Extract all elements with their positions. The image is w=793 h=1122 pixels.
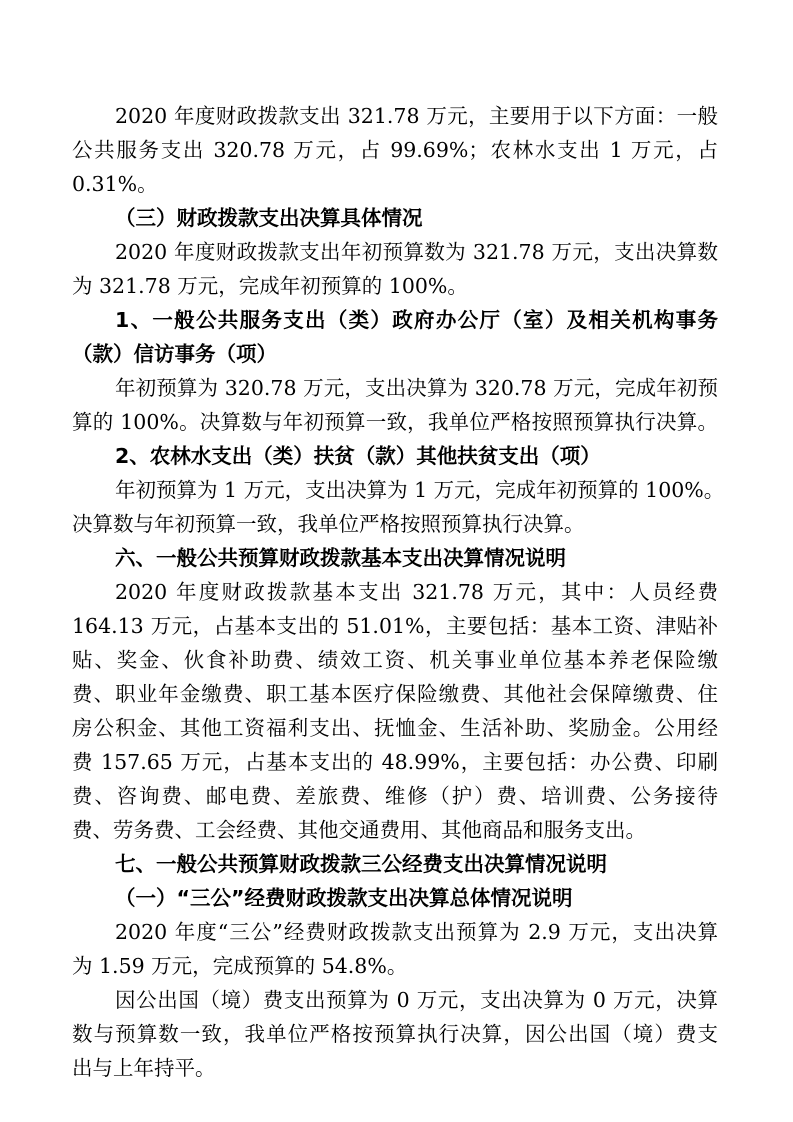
paragraph-line: 2020 年度财政拨款支出 321.78 万元，主要用于以下方面：一般 [115,104,718,128]
paragraph-line: 2020 年度“三公”经费财政拨款支出预算为 2.9 万元，支出决算 [115,920,718,944]
section-heading: 六、一般公共预算财政拨款基本支出决算情况说明 [115,546,566,570]
paragraph-line: 年初预算为 1 万元，支出决算为 1 万元，完成年初预算的 100%。 [115,478,725,502]
paragraph-line: 算的 100%。决算数与年初预算一致，我单位严格按照预算执行决算。 [72,410,718,434]
item-heading: （款）信访事务（项） [72,342,277,366]
paragraph-line: 出与上年持平。 [72,1056,216,1080]
paragraph-line: 数与预算数一致，我单位严格按预算执行决算，因公出国（境）费支 [72,1022,718,1046]
section-heading: （三）财政拨款支出决算具体情况 [115,206,423,230]
paragraph-line: 164.13 万元，占基本支出的 51.01%，主要包括：基本工资、津贴补 [72,614,718,638]
item-heading: 2、农林水支出（类）扶贫（款）其他扶贫支出（项） [115,444,601,468]
paragraph-line: 费、咨询费、邮电费、差旅费、维修（护）费、培训费、公务接待 [72,784,718,808]
section-heading: （一）“三公”经费财政拨款支出决算总体情况说明 [115,886,573,910]
paragraph-line: 公共服务支出 320.78 万元，占 99.69%；农林水支出 1 万元，占 [72,138,718,162]
item-heading: 1、一般公共服务支出（类）政府办公厅（室）及相关机构事务 [115,308,718,332]
paragraph-line: 0.31%。 [72,172,158,196]
paragraph-line: 房公积金、其他工资福利支出、抚恤金、生活补助、奖励金。公用经 [72,716,718,740]
paragraph-line: 为 1.59 万元，完成预算的 54.8%。 [72,954,408,978]
paragraph-line: 决算数与年初预算一致，我单位严格按照预算执行决算。 [72,512,585,536]
paragraph-line: 因公出国（境）费支出预算为 0 万元，支出决算为 0 万元，决算 [115,988,718,1012]
paragraph-line: 费 157.65 万元，占基本支出的 48.99%，主要包括：办公费、印刷 [72,750,718,774]
paragraph-line: 2020 年度财政拨款支出年初预算数为 321.78 万元，支出决算数 [115,240,718,264]
paragraph-line: 为 321.78 万元，完成年初预算的 100%。 [72,274,468,298]
paragraph-line: 费、劳务费、工会经费、其他交通费用、其他商品和服务支出。 [72,818,646,842]
paragraph-line: 贴、奖金、伙食补助费、绩效工资、机关事业单位基本养老保险缴 [72,648,718,672]
paragraph-line: 2020 年度财政拨款基本支出 321.78 万元，其中：人员经费 [115,580,718,604]
paragraph-line: 年初预算为 320.78 万元，支出决算为 320.78 万元，完成年初预 [115,376,718,400]
section-heading: 七、一般公共预算财政拨款三公经费支出决算情况说明 [115,852,607,876]
paragraph-line: 费、职业年金缴费、职工基本医疗保险缴费、其他社会保障缴费、住 [72,682,718,706]
